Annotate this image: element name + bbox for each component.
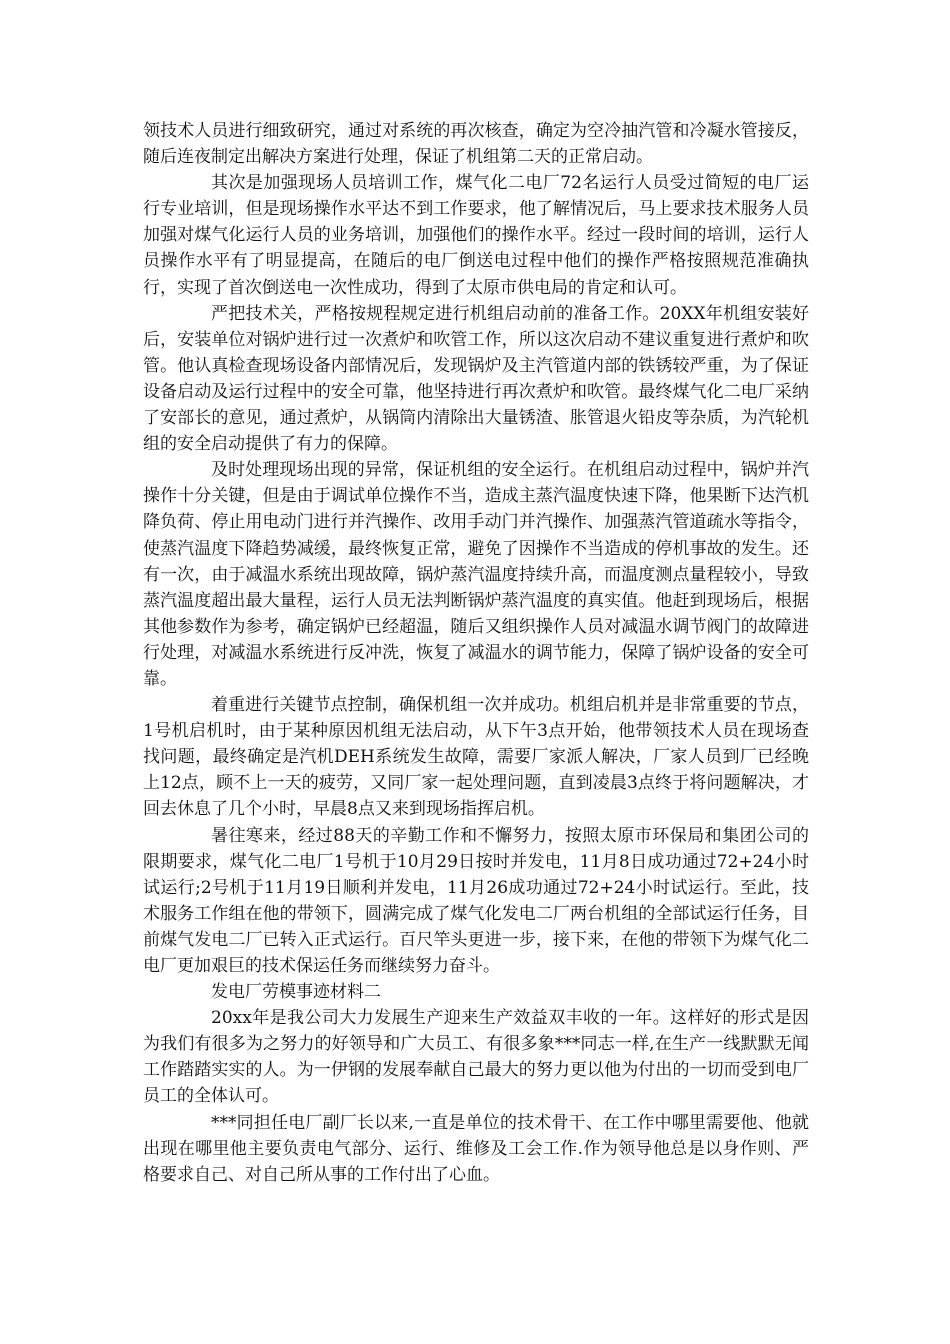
- paragraph-2: 其次是加强现场人员培训工作，煤气化二电厂72名运行人员受过简短的电厂运行专业培训，但是现场操作水平达不到工作要求，他了解情况后，马上要求技术服务人员加强对煤气化运行人员的业务培训，加强他们的操作水平。经过一段时间的培训，运行人员操作水平有了明显提高，在随后的电厂倒送电过程中他们的操作严格按照规范准确执行，实现了首次倒送电一次性成功，得到了太原市供电局的肯定和认可。: [143, 173, 809, 298]
- paragraph-4: 及时处理现场出现的异常，保证机组的安全运行。在机组启动过程中，锅炉并汽操作十分关键，但是由于调试单位操作不当，造成主蒸汽温度快速下降，他果断下达汽机降负荷、停止用电动门进行并汽操作、改用手动门并汽操作、加强蒸汽管道疏水等指令，使蒸汽温度下降趋势减缓，最终恢复正常，避免了因操作不当造成的停机事故的发生。还有一次，由于减温水系统出现故障，锅炉蒸汽温度持续升高，而温度测点量程较小，导致蒸汽温度超出最大量程，运行人员无法判断锅炉蒸汽温度的真实值。他赶到现场后，根据其他参数作为参考，确定锅炉已经超温，随后又组织操作人员对减温水调节阀门的故障进行处理，对减温水系统进行反冲洗，恢复了减温水的调节能力，保障了锅炉设备的安全可靠。: [143, 460, 809, 689]
- paragraph-8: ***同担任电厂副厂长以来,一直是单位的技术骨干、在工作中哪里需要他、他就出现在哪里他主要负责电气部分、运行、维修及工会工作.作为领导他总是以身作则、严格要求自己、对自己所从事的工作付出了心血。: [143, 1112, 809, 1185]
- section-heading: 发电厂劳模事迹材料二: [211, 982, 381, 1003]
- document-body: [143, 118, 809, 1188]
- paragraph-6: 暑往寒来，经过88天的辛勤工作和不懈努力，按照太原市环保局和集团公司的限期要求，煤气化二电厂1号机于10月29日按时并发电，11月8日成功通过72+24小时试运行;2号机于11月19日顺利并发电，11月26成功通过72+24小时试运行。至此，技术服务工作组在他的带领下，圆满完成了煤气化发电二厂两台机组的全部试运行任务，目前煤气发电二厂已转入正式运行。百尺竿头更进一步，接下来，在他的带领下为煤气化二电厂更加艰巨的技术保运任务而继续努力奋斗。: [143, 825, 809, 976]
- paragraph-5: 着重进行关键节点控制，确保机组一次并成功。机组启机并是非常重要的节点，1号机启机时，由于某种原因机组无法启动，从下午3点开始，他带领技术人员在现场查找问题，最终确定是汽机DEH系统发生故障，需要厂家派人解决，厂家人员到厂已经晚上12点，顾不上一天的疲劳，又同厂家一起处理问题，直到凌晨3点终于将问题解决，才回去休息了几个小时，早晨8点又来到现场指挥启机。: [143, 695, 809, 820]
- paragraph-1: 领技术人员进行细致研究，通过对系统的再次核查，确定为空冷抽汽管和冷凝水管接反，随后连夜制定出解决方案进行处理，保证了机组第二天的正常启动。: [143, 121, 809, 168]
- paragraph-3: 严把技术关，严格按规程规定进行机组启动前的准备工作。20XX年机组安装好后，安装单位对锅炉进行过一次煮炉和吹管工作，所以这次启动不建议重复进行煮炉和吹管。他认真检查现场设备内部情况后，发现锅炉及主汽管道内部的铁锈较严重，为了保证设备启动及运行过程中的安全可靠，他坚持进行再次煮炉和吹管。最终煤气化二电厂采纳了安部长的意见，通过煮炉，从锅筒内清除出大量锈渣、胀管退火铅皮等杂质，为汽轮机组的安全启动提供了有力的保障。: [143, 303, 809, 455]
- paragraph-7: 20xx年是我公司大力发展生产迎来生产效益双丰收的一年。这样好的形式是因为我们有很多为之努力的好领导和广大员工、有很多象***同志一样,在生产一线默默无闻工作踏踏实实的人。为一伊钢的发展奉献自己最大的努力更以他为付出的一切而受到电厂员工的全体认可。: [143, 1008, 809, 1107]
